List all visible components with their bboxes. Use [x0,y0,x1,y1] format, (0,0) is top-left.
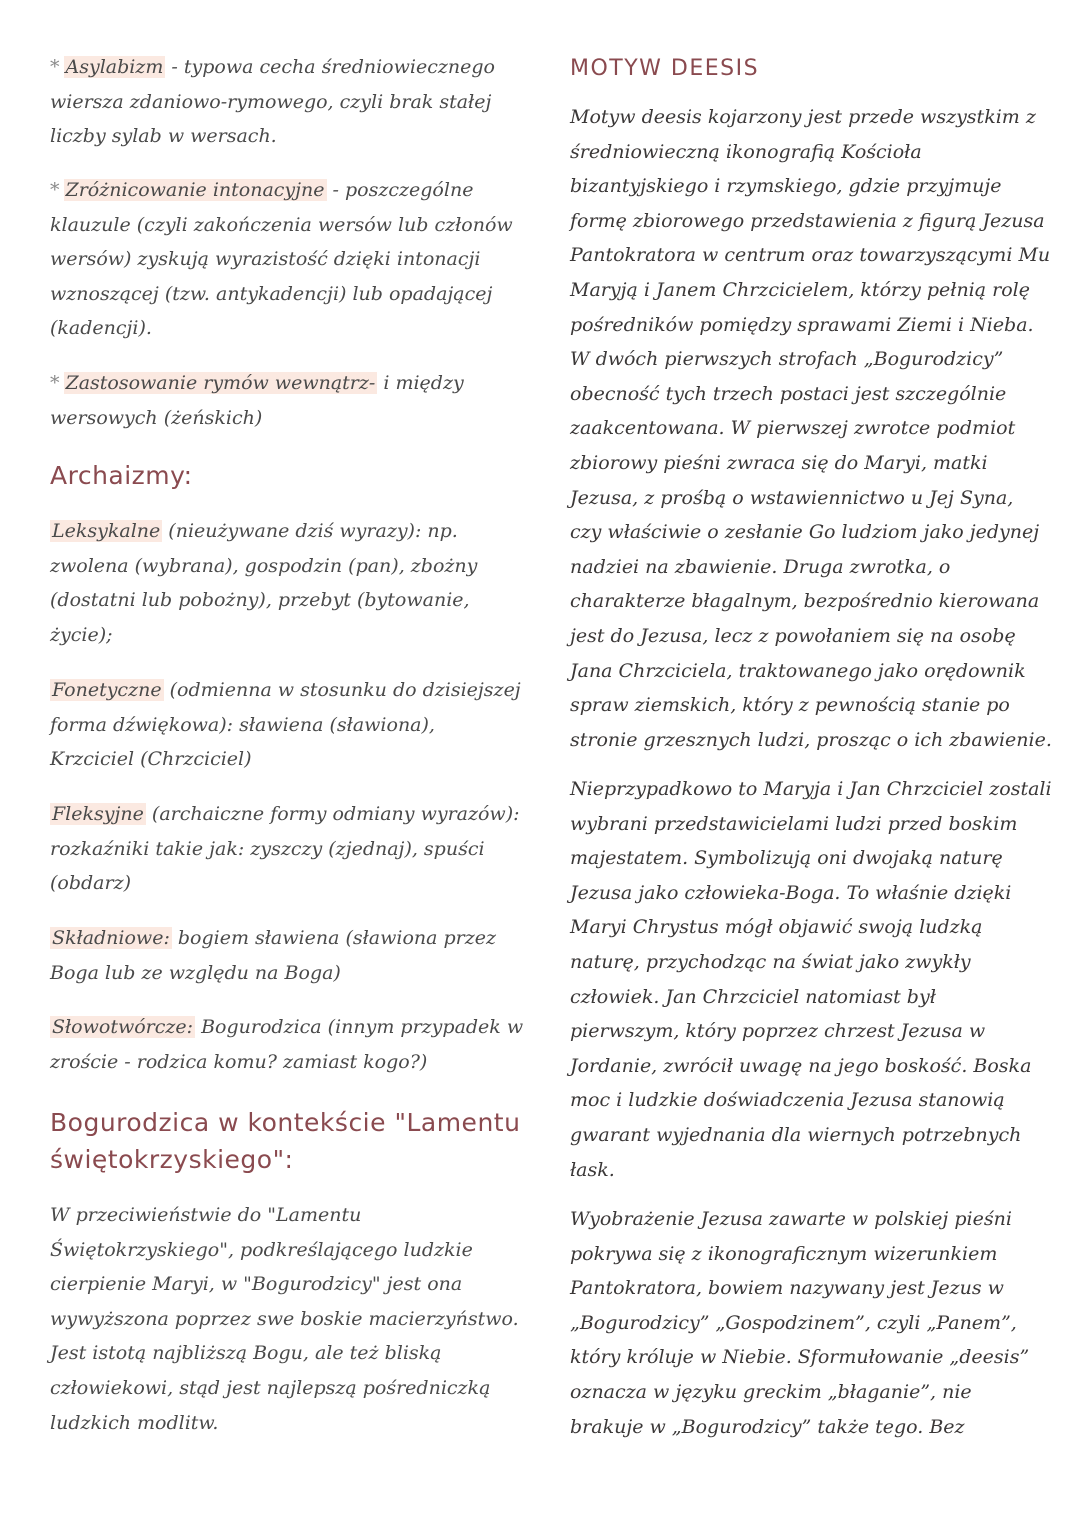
asylabizm-paragraph [50,50,495,154]
leksykalne-text: (nieużywane dziś wyrazy): np. [162,520,458,542]
leksykalne-line: zwolena (wybrana), gospodzin (pan), zbożny [50,554,478,577]
deesis-line: który króluje w Niebie. Sformułowanie „deesis” [570,1346,1030,1369]
fleksyjne-line: rozkaźniki takie jak: zyszczy (zjednaj), spuści [50,837,485,860]
lament-heading [50,1104,520,1178]
skladniowe-paragraph [50,921,496,990]
deesis-line: pierwszym, który poprzez chrzest Jezusa w [570,1020,986,1043]
deesis-line: Wyobrażenie Jezusa zawarte w polskiej pieśni [570,1208,1012,1230]
deesis-line: wybrani przedstawicielami ludzi przed boskim [570,812,1018,835]
intonacja-paragraph [50,173,513,346]
intonacja-line: wznoszącej (tzw. antykadencji) lub opadającej [50,282,493,305]
fonetyczne-line: Krzciciel (Chrzciciel) [50,748,252,771]
rymy-line: wersowych (żeńskich) [50,406,263,429]
skladniowe-text: bogiem sławiena (sławiona przez [171,927,496,949]
deesis-line: Motyw deesis kojarzony jest przede wszystkim z [570,106,1036,128]
deesis-line: stronie grzesznych ludzi, prosząc o ich zbawienie. [570,728,1052,751]
deesis-line: zaakcentowana. W pierwszej zwrotce podmiot [570,417,1016,440]
deesis-line: brakuje w „Bogurodzicy” także tego. Bez [570,1415,965,1438]
lament-line: Jest istotą najbliższą Bogu, ale też bliską [50,1342,442,1365]
skladniowe-line: Boga lub ze względu na Boga) [50,961,341,984]
lament-line: człowiekowi, stąd jest najlepszą pośredniczką [50,1376,491,1399]
deesis-line: Jezusa, z prośbą o wstawiennictwo u Jej Syna, [570,486,1014,509]
deesis-line: formę zbiorowego przedstawienia z figurą Jezusa [570,209,1045,232]
intonacja-line: wersów) zyskują wyrazistość dzięki intonacji [50,248,481,271]
deesis-line: pokrywa się z ikonograficznym wizerunkiem [570,1242,998,1265]
fonetyczne-text: (odmienna w stosunku do dzisiejszej [163,679,521,701]
lament-line: Świętokrzyskiego", podkreślającego ludzkie [50,1238,473,1261]
lament-line: W przeciwieństwie do "Lamentu [50,1204,362,1226]
lament-line: cierpienie Maryi, w "Bogurodzicy" jest ona [50,1273,463,1296]
deesis-line: Jordanie, zwrócił uwagę na jego boskość. Boska [570,1054,1032,1077]
slowotworcze-term: Słowotwórcze: [52,1016,194,1038]
deesis-line: moc i ludzkie doświadczenia Jezusa stanowią [570,1089,1005,1112]
asylabizm-line: liczby sylab w wersach. [50,125,277,148]
deesis-line: Jana Chrzciciela, traktowanego jako orędownik [570,659,1026,682]
archaizmy-heading: Archaizmy: [50,461,193,490]
intonacja-line: (kadencji). [50,317,152,340]
deesis-line: bizantyjskiego i rzymskiego, gdzie przyjmuje [570,175,1002,198]
asylabizm-line: wiersza zdaniowo-rymowego, czyli brak stałej [50,90,492,113]
lament-heading-line: Bogurodzica w kontekście "Lamentu [50,1108,521,1137]
rymy-term: Zastosowanie rymów wewnątrz- [65,372,376,394]
lament-heading-line: świętokrzyskiego": [50,1145,294,1174]
deesis-line: Nieprzypadkowo to Maryja i Jan Chrzciciel zostali [570,778,1052,800]
deesis-paragraph-3 [570,1202,1029,1444]
lament-paragraph [50,1198,519,1440]
fleksyjne-paragraph [50,797,520,901]
bullet-star-icon: * [50,372,60,394]
deesis-line: pośredników pomiędzy sprawami Ziemi i Nieba. [570,313,1034,336]
deesis-line: jest do Jezusa, lecz z powołaniem się na osobę [570,624,1016,647]
lament-line: ludzkich modlitw. [50,1411,219,1434]
deesis-line: W dwóch pierwszych strofach „Bogurodzicy” [570,348,1004,371]
bullet-star-icon: * [50,179,60,201]
deesis-line: nadziei na zbawienie. Druga zwrotka, o [570,555,951,578]
deesis-line: Jezusa jako człowieka-Boga. To właśnie dzięki [570,881,1012,904]
leksykalne-term: Leksykalne [52,520,161,542]
deesis-paragraph-2 [570,772,1052,1187]
deesis-line: gwarant wyjednania dla wiernych potrzebnych [570,1123,1022,1146]
deesis-line: Maryją i Janem Chrzcicielem, którzy pełnią rolę [570,278,1030,301]
asylabizm-text: - typowa cecha średniowiecznego [165,56,495,78]
deesis-line: majestatem. Symbolizują oni dwojaką naturę [570,847,1003,870]
leksykalne-line: (dostatni lub pobożny), przebyt (bytowanie, [50,589,470,612]
fleksyjne-line: (obdarz) [50,872,132,895]
deesis-line: Pantokratora w centrum oraz towarzyszącymi Mu [570,244,1051,267]
bullet-star-icon: * [50,56,60,78]
deesis-line: Maryi Chrystus mógł objawić swoją ludzką [570,916,983,939]
deesis-line: charakterze błagalnym, bezpośrednio kierowana [570,590,1040,613]
fonetyczne-term: Fonetyczne [52,679,162,701]
intonacja-text: - poszczególne [326,179,474,201]
intonacja-term: Zróżnicowanie intonacyjne [65,179,325,201]
deesis-line: zbiorowy pieśni zwraca się do Maryi, matki [570,451,988,474]
slowotworcze-line: zroście - rodzica komu? zamiast kogo?) [50,1050,428,1073]
deesis-line: obecność tych trzech postaci jest szczególnie [570,382,1007,405]
deesis-heading: MOTYW DEESIS [570,56,760,81]
deesis-line: Pantokratora, bowiem nazywany jest Jezus w [570,1277,1004,1300]
deesis-line: oznacza w języku greckim „błaganie”, nie [570,1380,972,1403]
lament-line: wywyższona poprzez swe boskie macierzyństwo. [50,1307,519,1330]
intonacja-line: klauzule (czyli zakończenia wersów lub członów [50,213,513,236]
fonetyczne-line: forma dźwiękowa): sławiena (sławiona), [50,713,435,736]
deesis-line: naturę, przychodząc na świat jako zwykły [570,950,971,973]
skladniowe-term: Składniowe: [52,927,170,949]
deesis-paragraph-1 [570,100,1052,757]
fleksyjne-text: (archaiczne formy odmiany wyrazów): [145,803,520,825]
deesis-line: „Bogurodzicy” „Gospodzinem”, czyli „Panem”, [570,1311,1017,1334]
deesis-line: łask. [570,1158,615,1181]
asylabizm-term: Asylabizm [65,56,164,78]
rymy-text: i między [377,372,464,394]
leksykalne-line: życie); [50,623,113,646]
deesis-line: czy właściwie o zesłanie Go ludziom jako jedynej [570,521,1040,544]
deesis-line: człowiek. Jan Chrzciciel natomiast był [570,985,936,1008]
leksykalne-paragraph [50,514,477,652]
slowotworcze-text: Bogurodzica (innym przypadek w [195,1016,524,1038]
rymy-paragraph [50,366,464,435]
deesis-line: średniowieczną ikonografią Kościoła [570,140,922,163]
deesis-line: spraw ziemskich, który z pewnością stanie po [570,694,1010,717]
fonetyczne-paragraph [50,673,521,777]
fleksyjne-term: Fleksyjne [52,803,144,825]
slowotworcze-paragraph [50,1010,523,1079]
